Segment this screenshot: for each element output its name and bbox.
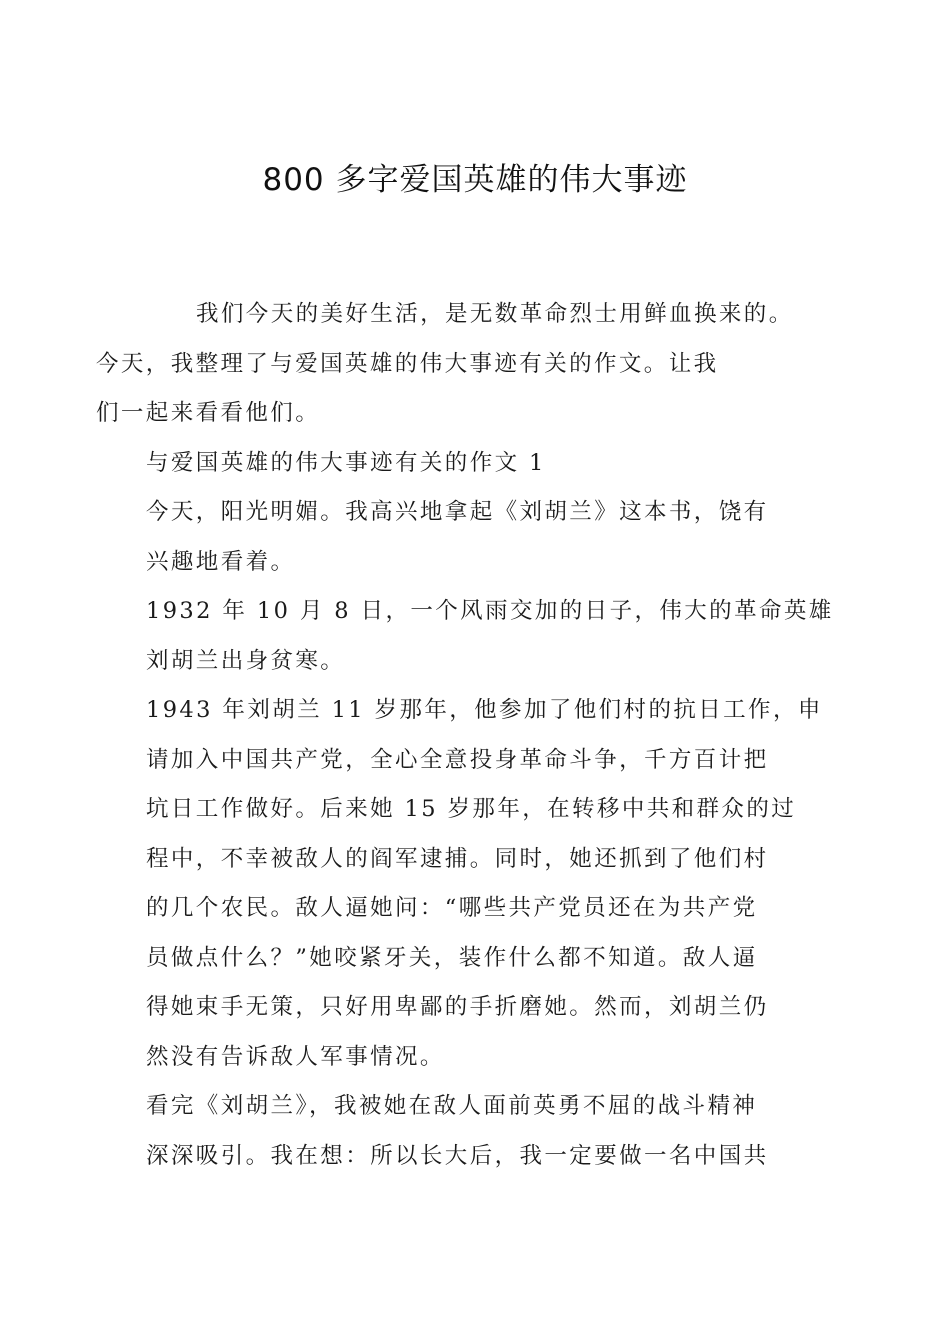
text-line: 今天，阳光明媚。我高兴地拿起《刘胡兰》这本书，饶有 xyxy=(146,499,769,525)
paragraph xyxy=(146,587,834,686)
text-line: 兴趣地看着。 xyxy=(146,548,296,575)
text-line: 1932 年 10 月 8 日，一个风雨交加的日子，伟大的革命英雄 xyxy=(146,598,834,624)
page-title: 800 多字爱国英雄的伟大事迹 xyxy=(262,162,688,198)
text-line: 1943 年刘胡兰 11 岁那年，他参加了他们村的抗日工作，申 xyxy=(146,697,823,723)
text-line: 程中，不幸被敌人的阎军逮捕。同时，她还抓到了他们村 xyxy=(146,845,769,872)
text-line: 坑日工作做好。后来她 15 岁那年，在转移中共和群众的过 xyxy=(146,796,797,822)
paragraph xyxy=(146,686,823,1082)
paragraph xyxy=(146,488,816,587)
section-heading xyxy=(146,439,816,489)
text-line: 得她束手无策，只好用卑鄙的手折磨她。然而，刘胡兰仍 xyxy=(146,994,769,1020)
text-line: 的几个农民。敌人逼她问：“哪些共产党员还在为共产党 xyxy=(146,895,758,921)
text-line: 员做点什么？”她咬紧牙关，装作什么都不知道。敌人逼 xyxy=(146,944,758,971)
text-line: 深深吸引。我在想：所以长大后，我一定要做一名中国共 xyxy=(146,1142,769,1169)
paragraph xyxy=(146,1082,816,1181)
text-line: 今天，我整理了与爱国英雄的伟大事迹有关的作文。让我 xyxy=(96,350,719,377)
text-line: 我们今天的美好生活，是无数革命烈士用鲜血换来的。 xyxy=(196,301,794,327)
text-line: 请加入中国共产党，全心全意投身革命斗争，千方百计把 xyxy=(146,746,769,773)
text-line: 看完《刘胡兰》，我被她在敌人面前英勇不屈的战斗精神 xyxy=(146,1093,758,1119)
paragraph-intro xyxy=(96,290,816,439)
text-line: 刘胡兰出身贫寒。 xyxy=(146,647,346,674)
text-line: 然没有告诉敌人军事情况。 xyxy=(146,1043,445,1070)
document-body xyxy=(96,290,834,1181)
text-line: 与爱国英雄的伟大事迹有关的作文 1 xyxy=(146,449,546,476)
text-line: 们一起来看看他们。 xyxy=(96,400,321,426)
